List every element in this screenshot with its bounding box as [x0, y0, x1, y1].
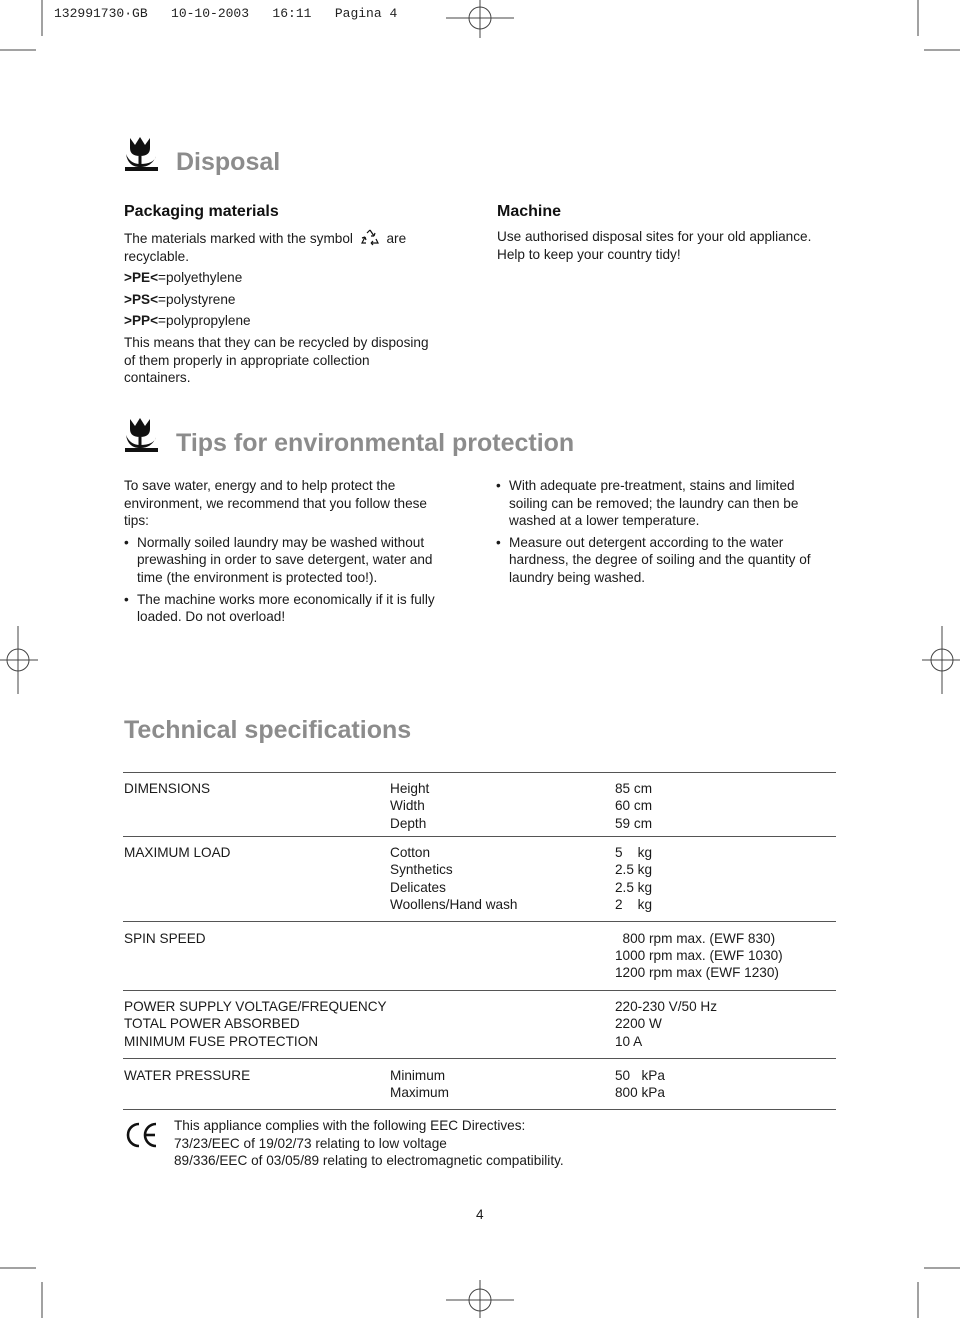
spec-value: 60 cm	[615, 798, 653, 813]
tip-item: • Normally soiled laundry may be washed without prewashing in order to save detergent, water and time (the environment is protected too!).	[124, 534, 469, 587]
spec-name: Delicates	[390, 880, 446, 895]
specs-title: Technical specifications	[124, 716, 412, 744]
table-rule	[123, 921, 836, 922]
packaging-heading: Packaging materials	[124, 203, 279, 220]
print-slug: 132991730·GB 10-10-2003 16:11 Pagina 4	[54, 6, 398, 21]
table-rule	[123, 1109, 836, 1110]
table-rule	[123, 772, 836, 773]
spec-label-dimensions: DIMENSIONS	[124, 781, 211, 796]
environment-tulip-icon	[124, 134, 162, 174]
spec-name: Woollens/Hand wash	[390, 897, 518, 912]
table-rule	[123, 1058, 836, 1059]
spec-value: 1200 rpm max (EWF 1230)	[615, 965, 779, 980]
spec-value: 800 rpm max. (EWF 830)	[615, 931, 776, 946]
spec-name: Minimum	[390, 1068, 446, 1083]
spec-name: Depth	[390, 816, 427, 831]
packaging-block	[124, 203, 464, 387]
environment-tulip-icon	[124, 415, 162, 455]
tip-item: • With adequate pre-treatment, stains and limited soiling can be removed; the laundry can then be washed at a lower temperature.	[496, 477, 846, 530]
spec-name: Synthetics	[390, 862, 453, 877]
spec-name: Height	[390, 781, 430, 796]
spec-label-power-supply: POWER SUPPLY VOLTAGE/FREQUENCY	[124, 999, 387, 1014]
spec-name: Cotton	[390, 845, 431, 860]
tip-item: • The machine works more economically if it is fully loaded. Do not overload!	[124, 591, 469, 626]
tips-right-column	[496, 477, 846, 591]
packaging-text-start: The materials marked with the symbol	[124, 231, 353, 246]
spec-label-max-load: MAXIMUM LOAD	[124, 845, 231, 860]
tips-title: Tips for environmental protection	[176, 429, 575, 457]
spec-value: 2200 W	[615, 1016, 662, 1031]
compliance-text: This appliance complies with the following EEC Directives: 73/23/EEC of 19/02/73 relating to low voltage 89/336/EEC of 03/05/89 relating to electromagnetic compatibility.	[174, 1118, 564, 1169]
spec-label-spin-speed: SPIN SPEED	[124, 931, 206, 946]
disposal-title: Disposal	[176, 148, 281, 176]
tips-left-column	[124, 477, 469, 630]
spec-value: 220-230 V/50 Hz	[615, 999, 718, 1014]
packaging-text-line2: recyclable.	[124, 248, 189, 264]
machine-text-line: Use authorised disposal sites for your old appliance.	[497, 229, 812, 244]
spec-name: Width	[390, 798, 425, 813]
spec-value: 59 cm	[615, 816, 653, 831]
tip-item: • Measure out detergent according to the water hardness, the degree of soiling and the quantity of laundry being washed.	[496, 534, 846, 587]
spec-name: Maximum	[390, 1085, 449, 1100]
spec-label-total-power: TOTAL POWER ABSORBED	[124, 1016, 300, 1031]
ce-mark-icon	[124, 1121, 160, 1149]
spec-value: 85 cm	[615, 781, 653, 796]
material-item: >PE<=polyethylene	[124, 270, 243, 286]
spec-value: 5 kg	[615, 845, 653, 860]
spec-value: 10 A	[615, 1034, 643, 1049]
packaging-text-end: are	[386, 231, 407, 246]
table-rule	[123, 990, 836, 991]
material-item: >PS<=polystyrene	[124, 291, 236, 307]
machine-text-line: Help to keep your country tidy!	[497, 246, 681, 262]
spec-value: 50 kPa	[615, 1068, 665, 1083]
table-rule	[123, 836, 836, 837]
page-number: 4	[476, 1207, 484, 1222]
spec-value: 2 kg	[615, 897, 653, 912]
packaging-paragraph: This means that they can be recycled by disposing of them properly in appropriate collection containers.	[124, 334, 429, 386]
recycle-icon	[360, 228, 380, 246]
spec-value: 2.5 kg	[615, 880, 653, 895]
spec-label-fuse: MINIMUM FUSE PROTECTION	[124, 1034, 319, 1049]
material-item: >PP<=polypropylene	[124, 313, 251, 329]
spec-label-water-pressure: WATER PRESSURE	[124, 1068, 251, 1083]
spec-value: 800 kPa	[615, 1085, 665, 1100]
spec-value: 2.5 kg	[615, 862, 653, 877]
machine-heading: Machine	[497, 203, 562, 220]
machine-block	[497, 203, 857, 263]
spec-value: 1000 rpm max. (EWF 1030)	[615, 948, 783, 963]
tips-intro: To save water, energy and to help protect the environment, we recommend that you follow these tips:	[124, 478, 427, 529]
